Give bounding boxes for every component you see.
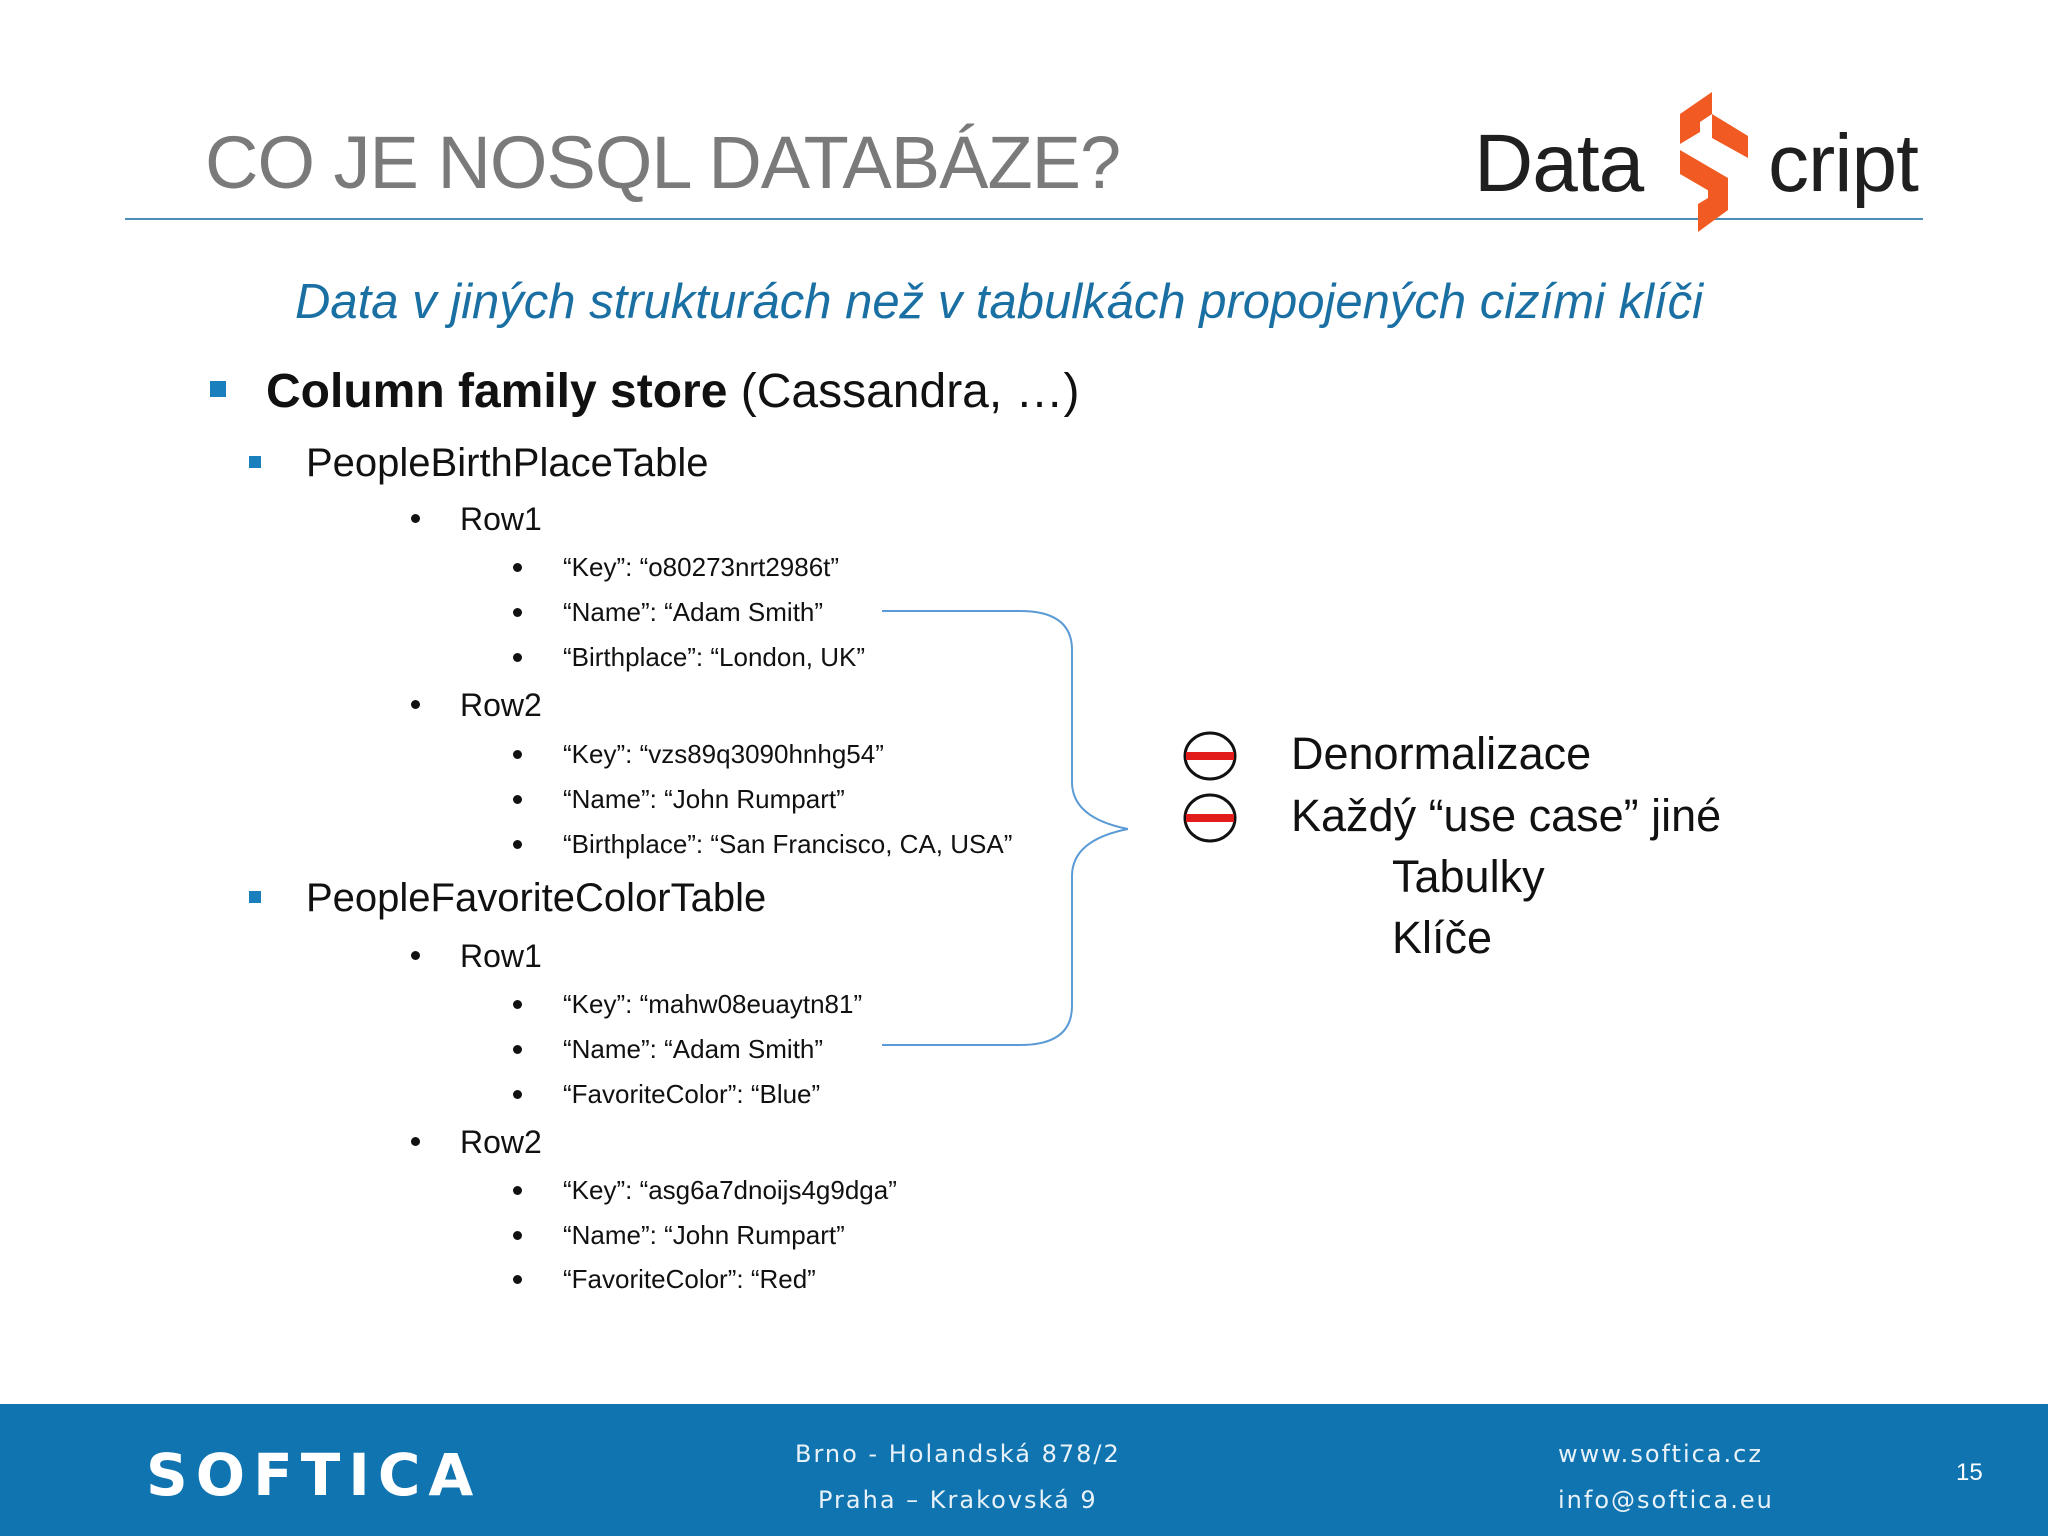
page-number: 15 [1956,1459,1983,1486]
field-item: “Birthplace”: “London, UK” [563,642,866,672]
cons-subitem: Tabulky [1392,851,1545,902]
footer-address-praha: Praha – Krakovská 9 [818,1486,1098,1514]
footer-email-link[interactable]: info@softica.eu [1558,1486,1774,1514]
row-label: Row2 [460,1124,542,1160]
slide-subtitle: Data v jiných strukturách než v tabulkách propojených cizími klíči [295,275,1703,329]
logo-text-cript: cript [1768,118,1918,209]
footer-bar [0,1404,2048,1536]
footer-website-link[interactable]: www.softica.cz [1558,1440,1763,1468]
cons-item: Každý “use case” jiné [1291,790,1722,841]
field-item: “Key”: “asg6a7dnoijs4g9dga” [563,1175,897,1205]
field-item: “Name”: “Adam Smith” [563,597,824,627]
row-label: Row1 [460,501,542,537]
table-name: PeopleBirthPlaceTable [306,441,709,485]
table-name: PeopleFavoriteColorTable [306,876,767,920]
field-item: “FavoriteColor”: “Blue” [563,1079,821,1109]
field-item: “Name”: “Adam Smith” [563,1034,824,1064]
field-item: “FavoriteColor”: “Red” [563,1264,816,1294]
field-item: “Key”: “o80273nrt2986t” [563,552,840,582]
field-item: “Key”: “mahw08euaytn81” [563,989,863,1019]
cons-subitem: Klíče [1392,912,1493,963]
minus-circle-icon [1182,730,1238,782]
field-item: “Name”: “John Rumpart” [563,784,845,814]
row-label: Row1 [460,938,542,974]
heading-rest: (Cassandra, …) [727,365,1080,418]
field-item: “Birthplace”: “San Francisco, CA, USA” [563,829,1013,859]
cons-item: Denormalizace [1291,728,1592,779]
slide-title: CO JE NOSQL DATABÁZE? [205,121,1121,204]
field-item: “Name”: “John Rumpart” [563,1220,845,1250]
minus-circle-icon [1182,792,1238,844]
field-item: “Key”: “vzs89q3090hnhg54” [563,739,884,769]
footer-address-brno: Brno - Holandská 878/2 [795,1440,1121,1468]
row-label: Row2 [460,687,542,723]
heading-bold: Column family store [266,365,728,418]
logo-text-data: Data [1474,118,1644,209]
softica-logo: SOFTICA [146,1441,482,1509]
